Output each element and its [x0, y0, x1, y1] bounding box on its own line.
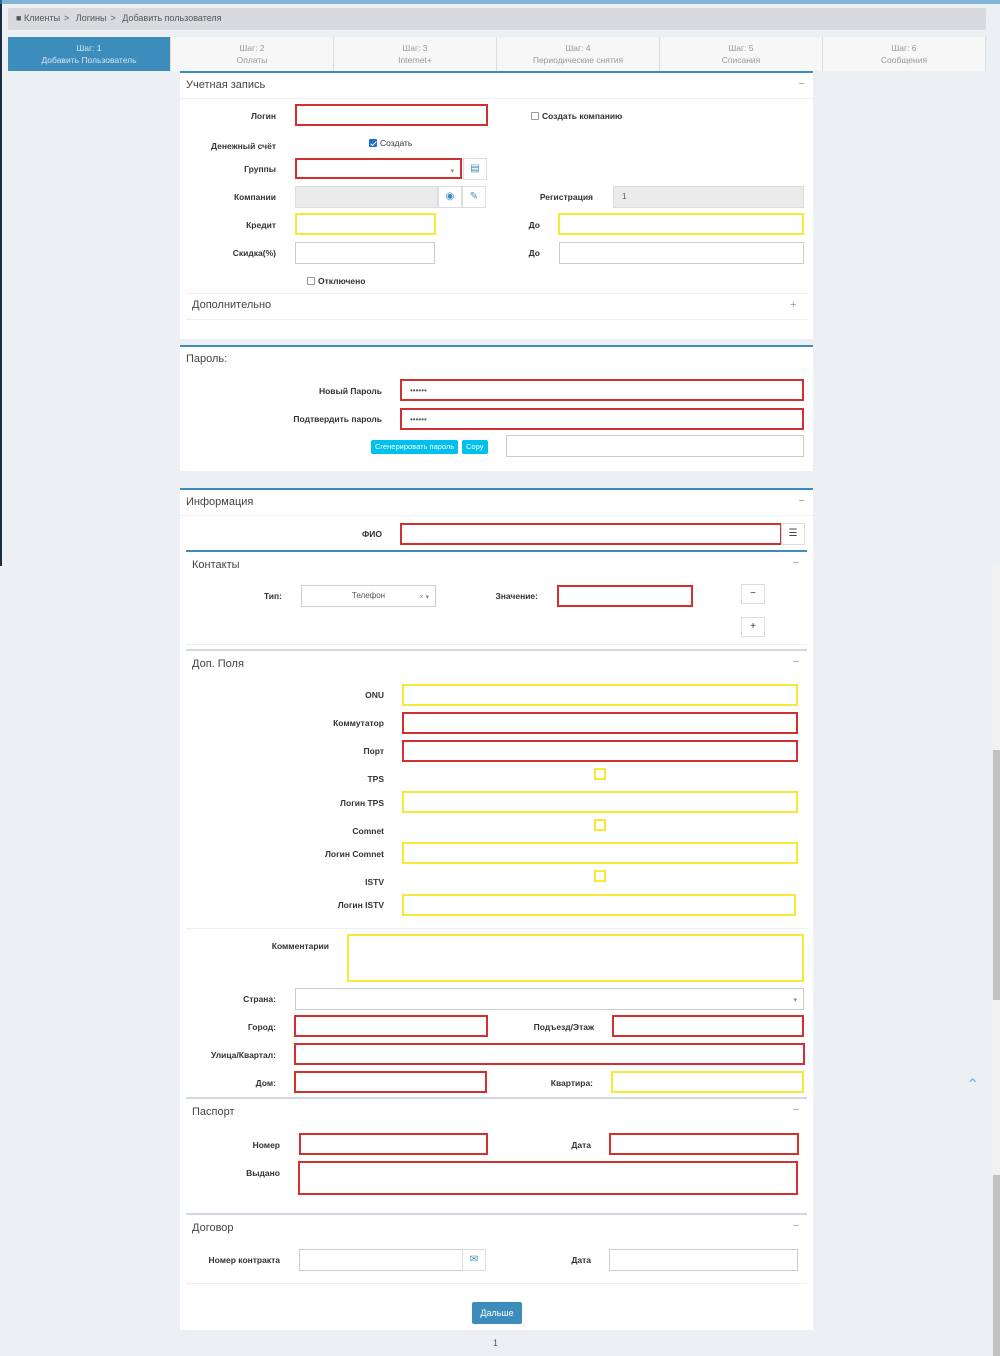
contact-type-label: Тип: — [263, 591, 282, 601]
passport-section — [186, 1097, 807, 1125]
scrollbar-thumb[interactable] — [993, 1175, 1000, 1356]
add-company-icon[interactable]: ◉ — [438, 186, 462, 208]
account-panel-header — [180, 73, 813, 99]
tps-label: TPS — [367, 774, 384, 784]
credit-to-label: До — [528, 220, 540, 230]
collapse-icon[interactable]: − — [792, 557, 799, 569]
contract-title: Договор — [192, 1222, 234, 1234]
step-4[interactable]: Шаг: 4 Периодические снятия — [497, 37, 660, 71]
step-2[interactable]: Шаг: 2 Оплаты — [171, 37, 334, 71]
registration-label: Регистрация — [539, 192, 593, 202]
apartment-input[interactable] — [611, 1071, 804, 1093]
next-button[interactable]: Дальше — [472, 1302, 522, 1324]
collapse-icon[interactable]: − — [798, 78, 805, 90]
discount-to-label: До — [528, 248, 540, 258]
entrance-floor-input[interactable] — [612, 1015, 804, 1037]
contract-date-label: Дата — [571, 1255, 591, 1265]
divider — [186, 928, 807, 929]
switch-input[interactable] — [402, 712, 798, 734]
apartment-label: Квартира: — [550, 1078, 593, 1088]
copy-button[interactable]: Copy — [462, 440, 488, 454]
menu-icon[interactable]: ☰ — [781, 523, 805, 545]
new-password-input[interactable]: •••••• — [400, 379, 804, 401]
breadcrumb-logins[interactable]: Логины — [75, 13, 107, 23]
companies-label: Компании — [233, 192, 276, 202]
fio-label: ФИО — [362, 529, 382, 539]
login-label: Логин — [250, 111, 276, 121]
groups-label: Группы — [244, 164, 276, 174]
confirm-password-input[interactable]: •••••• — [400, 408, 804, 430]
port-label: Порт — [363, 746, 384, 756]
discount-label: Скидка(%) — [232, 248, 276, 258]
contract-section — [186, 1213, 807, 1241]
disabled-checkbox[interactable]: Отключено — [307, 276, 365, 286]
contacts-title: Контакты — [192, 559, 240, 571]
divider — [186, 319, 807, 320]
step-5[interactable]: Шаг: 5 Списания — [660, 37, 823, 71]
additional-section-title[interactable]: Дополнительно — [192, 299, 272, 311]
confirm-password-label: Подтвердить пароль — [293, 414, 382, 424]
step-1[interactable]: Шаг: 1 Добавить Пользователь — [8, 37, 171, 71]
onu-input[interactable] — [402, 684, 798, 706]
password-panel-header — [180, 347, 813, 373]
collapse-icon[interactable]: − — [792, 1104, 799, 1116]
generated-password-output[interactable] — [506, 435, 804, 457]
contact-type-select[interactable]: Телефон × ▾ — [301, 585, 436, 607]
password-title: Пароль: — [186, 353, 228, 365]
house-input[interactable] — [294, 1071, 487, 1093]
scrollbar-thumb[interactable] — [993, 750, 1000, 1000]
breadcrumb: ■ Клиенты > Логины > Добавить пользователя — [8, 8, 986, 30]
divider — [186, 1283, 807, 1284]
extra-fields-title: Доп. Поля — [192, 658, 244, 670]
onu-label: ONU — [365, 690, 384, 700]
new-password-label: Новый Пароль — [318, 386, 382, 396]
create-money-account-checkbox[interactable]: Создать — [369, 138, 412, 148]
login-istv-input[interactable] — [402, 894, 796, 916]
switch-label: Коммутатор — [333, 718, 384, 728]
istv-checkbox[interactable] — [594, 870, 606, 882]
street-input[interactable] — [294, 1043, 805, 1065]
country-select[interactable]: ▾ — [295, 988, 804, 1010]
issued-input[interactable] — [298, 1161, 798, 1195]
passport-date-input[interactable] — [609, 1133, 799, 1155]
credit-label: Кредит — [246, 220, 276, 230]
login-tps-input[interactable] — [402, 791, 798, 813]
login-input[interactable] — [295, 104, 488, 126]
fio-input[interactable] — [400, 523, 782, 545]
top-accent-line — [0, 0, 1000, 4]
sidebar-edge — [0, 0, 2, 566]
collapse-icon[interactable]: − — [792, 1220, 799, 1232]
breadcrumb-clients[interactable]: Клиенты — [23, 13, 61, 23]
istv-label: ISTV — [365, 877, 384, 887]
city-label: Город: — [247, 1022, 276, 1032]
page-number: 1 — [493, 1338, 499, 1348]
entrance-floor-label: Подъезд/Этаж — [533, 1022, 594, 1032]
comments-label: Комментарии — [271, 941, 329, 951]
step-6[interactable]: Шаг: 6 Сообщения — [823, 37, 986, 71]
passport-number-label: Номер — [252, 1140, 280, 1150]
create-company-checkbox[interactable]: Создать компанию — [531, 111, 622, 121]
passport-date-label: Дата — [571, 1140, 591, 1150]
money-account-label: Денежный счёт — [211, 141, 276, 151]
contact-value-label: Значение: — [495, 591, 538, 601]
info-title: Информация — [186, 496, 254, 508]
extra-fields-header — [186, 649, 807, 677]
contact-value-input[interactable] — [557, 585, 693, 607]
contract-number-label: Номер контракта — [208, 1255, 280, 1265]
login-istv-label: Логин ISTV — [337, 900, 384, 910]
groups-select[interactable]: ▾ — [295, 158, 462, 179]
contacts-header — [186, 550, 807, 578]
expand-icon[interactable]: + — [790, 299, 797, 311]
credit-input[interactable] — [295, 213, 436, 235]
info-panel-header — [180, 490, 813, 516]
extra-fields-section — [186, 649, 807, 677]
comments-textarea[interactable] — [347, 934, 804, 982]
login-comnet-input[interactable] — [402, 842, 798, 864]
street-label: Улица/Квартал: — [210, 1050, 276, 1060]
comnet-checkbox[interactable] — [594, 819, 606, 831]
contract-header — [186, 1213, 807, 1241]
divider — [186, 644, 807, 645]
house-label: Дом: — [255, 1078, 276, 1088]
discount-input[interactable] — [295, 242, 435, 264]
account-title: Учетная запись — [186, 79, 266, 91]
tps-checkbox[interactable] — [594, 768, 606, 780]
passport-number-input[interactable] — [299, 1133, 488, 1155]
scroll-to-top-icon[interactable]: ⌃ — [966, 1077, 980, 1094]
registration-input: 1 — [613, 186, 804, 208]
country-label: Страна: — [243, 994, 276, 1004]
issued-label: Выдано — [246, 1168, 280, 1178]
groups-list-icon[interactable]: ▤ — [463, 158, 487, 180]
user-icon: ■ — [16, 13, 22, 23]
login-tps-label: Логин TPS — [340, 798, 384, 808]
city-input[interactable] — [294, 1015, 488, 1037]
contract-date-input[interactable] — [609, 1249, 798, 1271]
breadcrumb-add-user: Добавить пользователя — [122, 13, 222, 23]
add-contact-button[interactable]: + — [741, 617, 765, 637]
contract-number-input[interactable] — [299, 1249, 463, 1271]
comnet-label: Comnet — [352, 826, 384, 836]
generate-password-button[interactable]: Сгенерировать пароль — [371, 440, 458, 454]
credit-to-input[interactable] — [558, 213, 804, 235]
envelope-icon[interactable]: ✉ — [462, 1249, 486, 1271]
companies-input — [295, 186, 438, 208]
edit-company-icon[interactable]: ✎ — [462, 186, 486, 208]
discount-to-input[interactable] — [559, 242, 804, 264]
contacts-section — [186, 550, 807, 578]
port-input[interactable] — [402, 740, 798, 762]
step-3[interactable]: Шаг: 3 Internet+ — [334, 37, 497, 71]
passport-header — [186, 1097, 807, 1125]
remove-contact-button[interactable]: − — [741, 584, 765, 604]
login-comnet-label: Логин Comnet — [324, 849, 384, 859]
collapse-icon[interactable]: − — [792, 656, 799, 668]
collapse-icon[interactable]: − — [798, 495, 805, 507]
divider — [186, 293, 807, 294]
wizard-steps — [8, 37, 986, 71]
passport-title: Паспорт — [192, 1106, 235, 1118]
